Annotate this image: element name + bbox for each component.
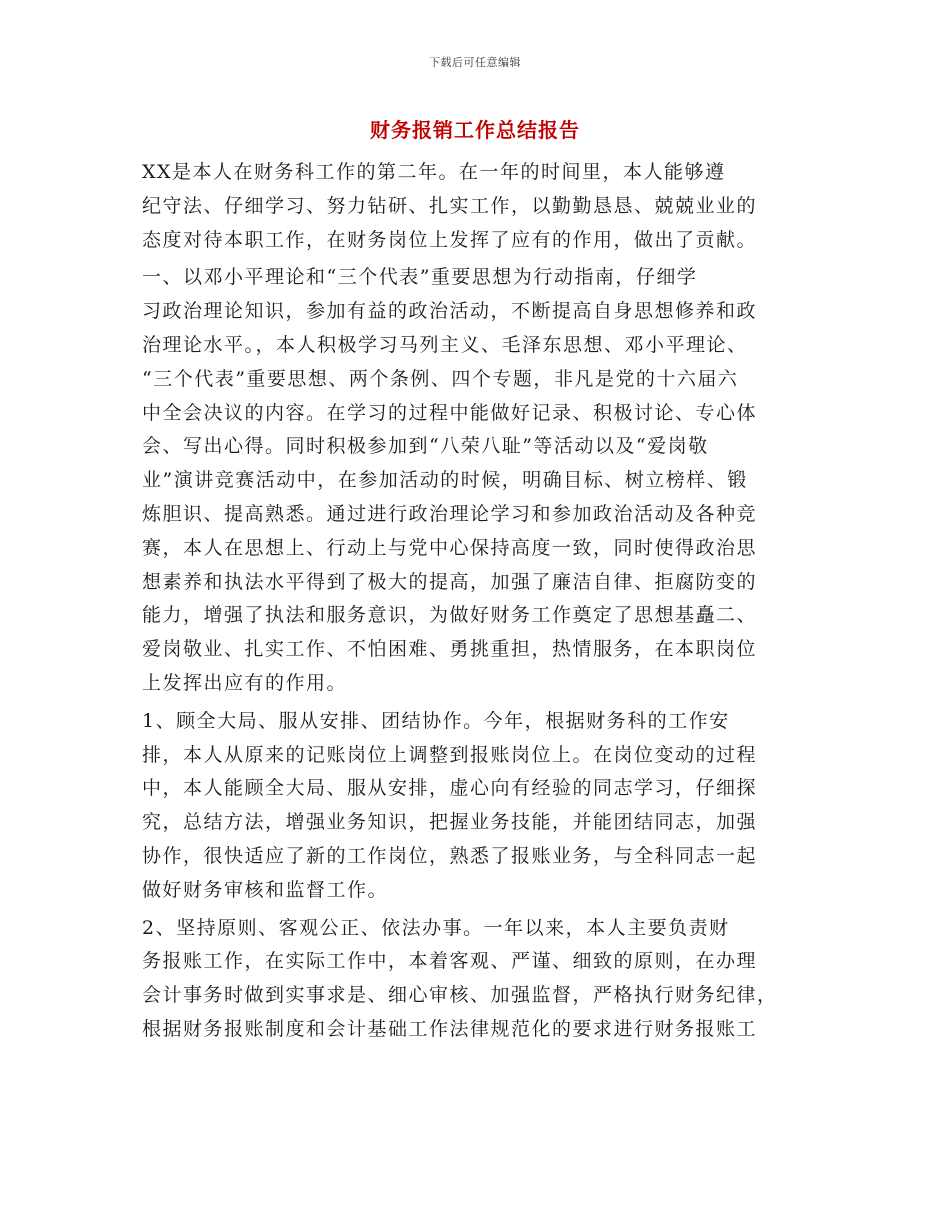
document-body	[142, 156, 802, 1051]
paragraph-section-1: 一、以邓小平理论和“三个代表”重要思想为行动指南，仔细学 习政治理论知识，参加有益的政治活动，不断提高自身思想修养和政 治理论水平。，本人积极学习马列主义、毛泽东思想、邓小平理论、 “三个代表”重要思想、两个条例、四个专题，非凡是党的十六届六 中全会决议的内容。在学习的过程中能做好记录、积极讨论、专心体 会、写出心得。同时积极参加到“八荣八耻”等活动以及“爱岗敬 业”演讲竞赛活动中，在参加活动的时候，明确目标、树立榜样、锻 炼胆识、提高熟悉。通过进行政治理论学习和参加政治活动及各种竞 赛，本人在思想上、行动上与党中心保持高度一致，同时使得政治思 想素养和执法水平得到了极大的提高，加强了廉洁自律、拒腐防变的 能力，增强了执法和服务意识，为做好财务工作奠定了思想基矗二、 爱岗敬业、扎实工作、不怕困难、勇挑重担，热情服务，在本职岗位 上发挥出应有的作用。	[142, 266, 758, 694]
paragraph-item-2: 2、坚持原则、客观公正、依法办事。一年以来，本人主要负责财 务报账工作，在实际工作中，本着客观、严谨、细致的原则，在办理 会计事务时做到实事求是、细心审核、加强监督，严格执行财务纪律， 根据财务报账制度和会计基础工作法律规范化的要求进行财务报账工	[142, 916, 778, 1040]
document-title: 财务报销工作总结报告	[370, 118, 580, 142]
header-note: 下载后可任意编辑	[429, 56, 521, 69]
paragraph-intro: XX是本人在财务科工作的第二年。在一年的时间里，本人能够遵 纪守法、仔细学习、努力钻研、扎实工作，以勤勤恳恳、兢兢业业的 态度对待本职工作，在财务岗位上发挥了应有的作用，做出了贡献。	[142, 161, 758, 251]
paragraph-item-1: 1、顾全大局、服从安排、团结协作。今年，根据财务科的工作安 排，本人从原来的记账岗位上调整到报账岗位上。在岗位变动的过程 中，本人能顾全大局、服从安排，虚心向有经验的同志学习，仔细探 究，总结方法，增强业务知识，把握业务技能，并能团结同志，加强 协作，很快适应了新的工作岗位，熟悉了报账业务，与全科同志一起 做好财务审核和监督工作。	[142, 709, 758, 901]
